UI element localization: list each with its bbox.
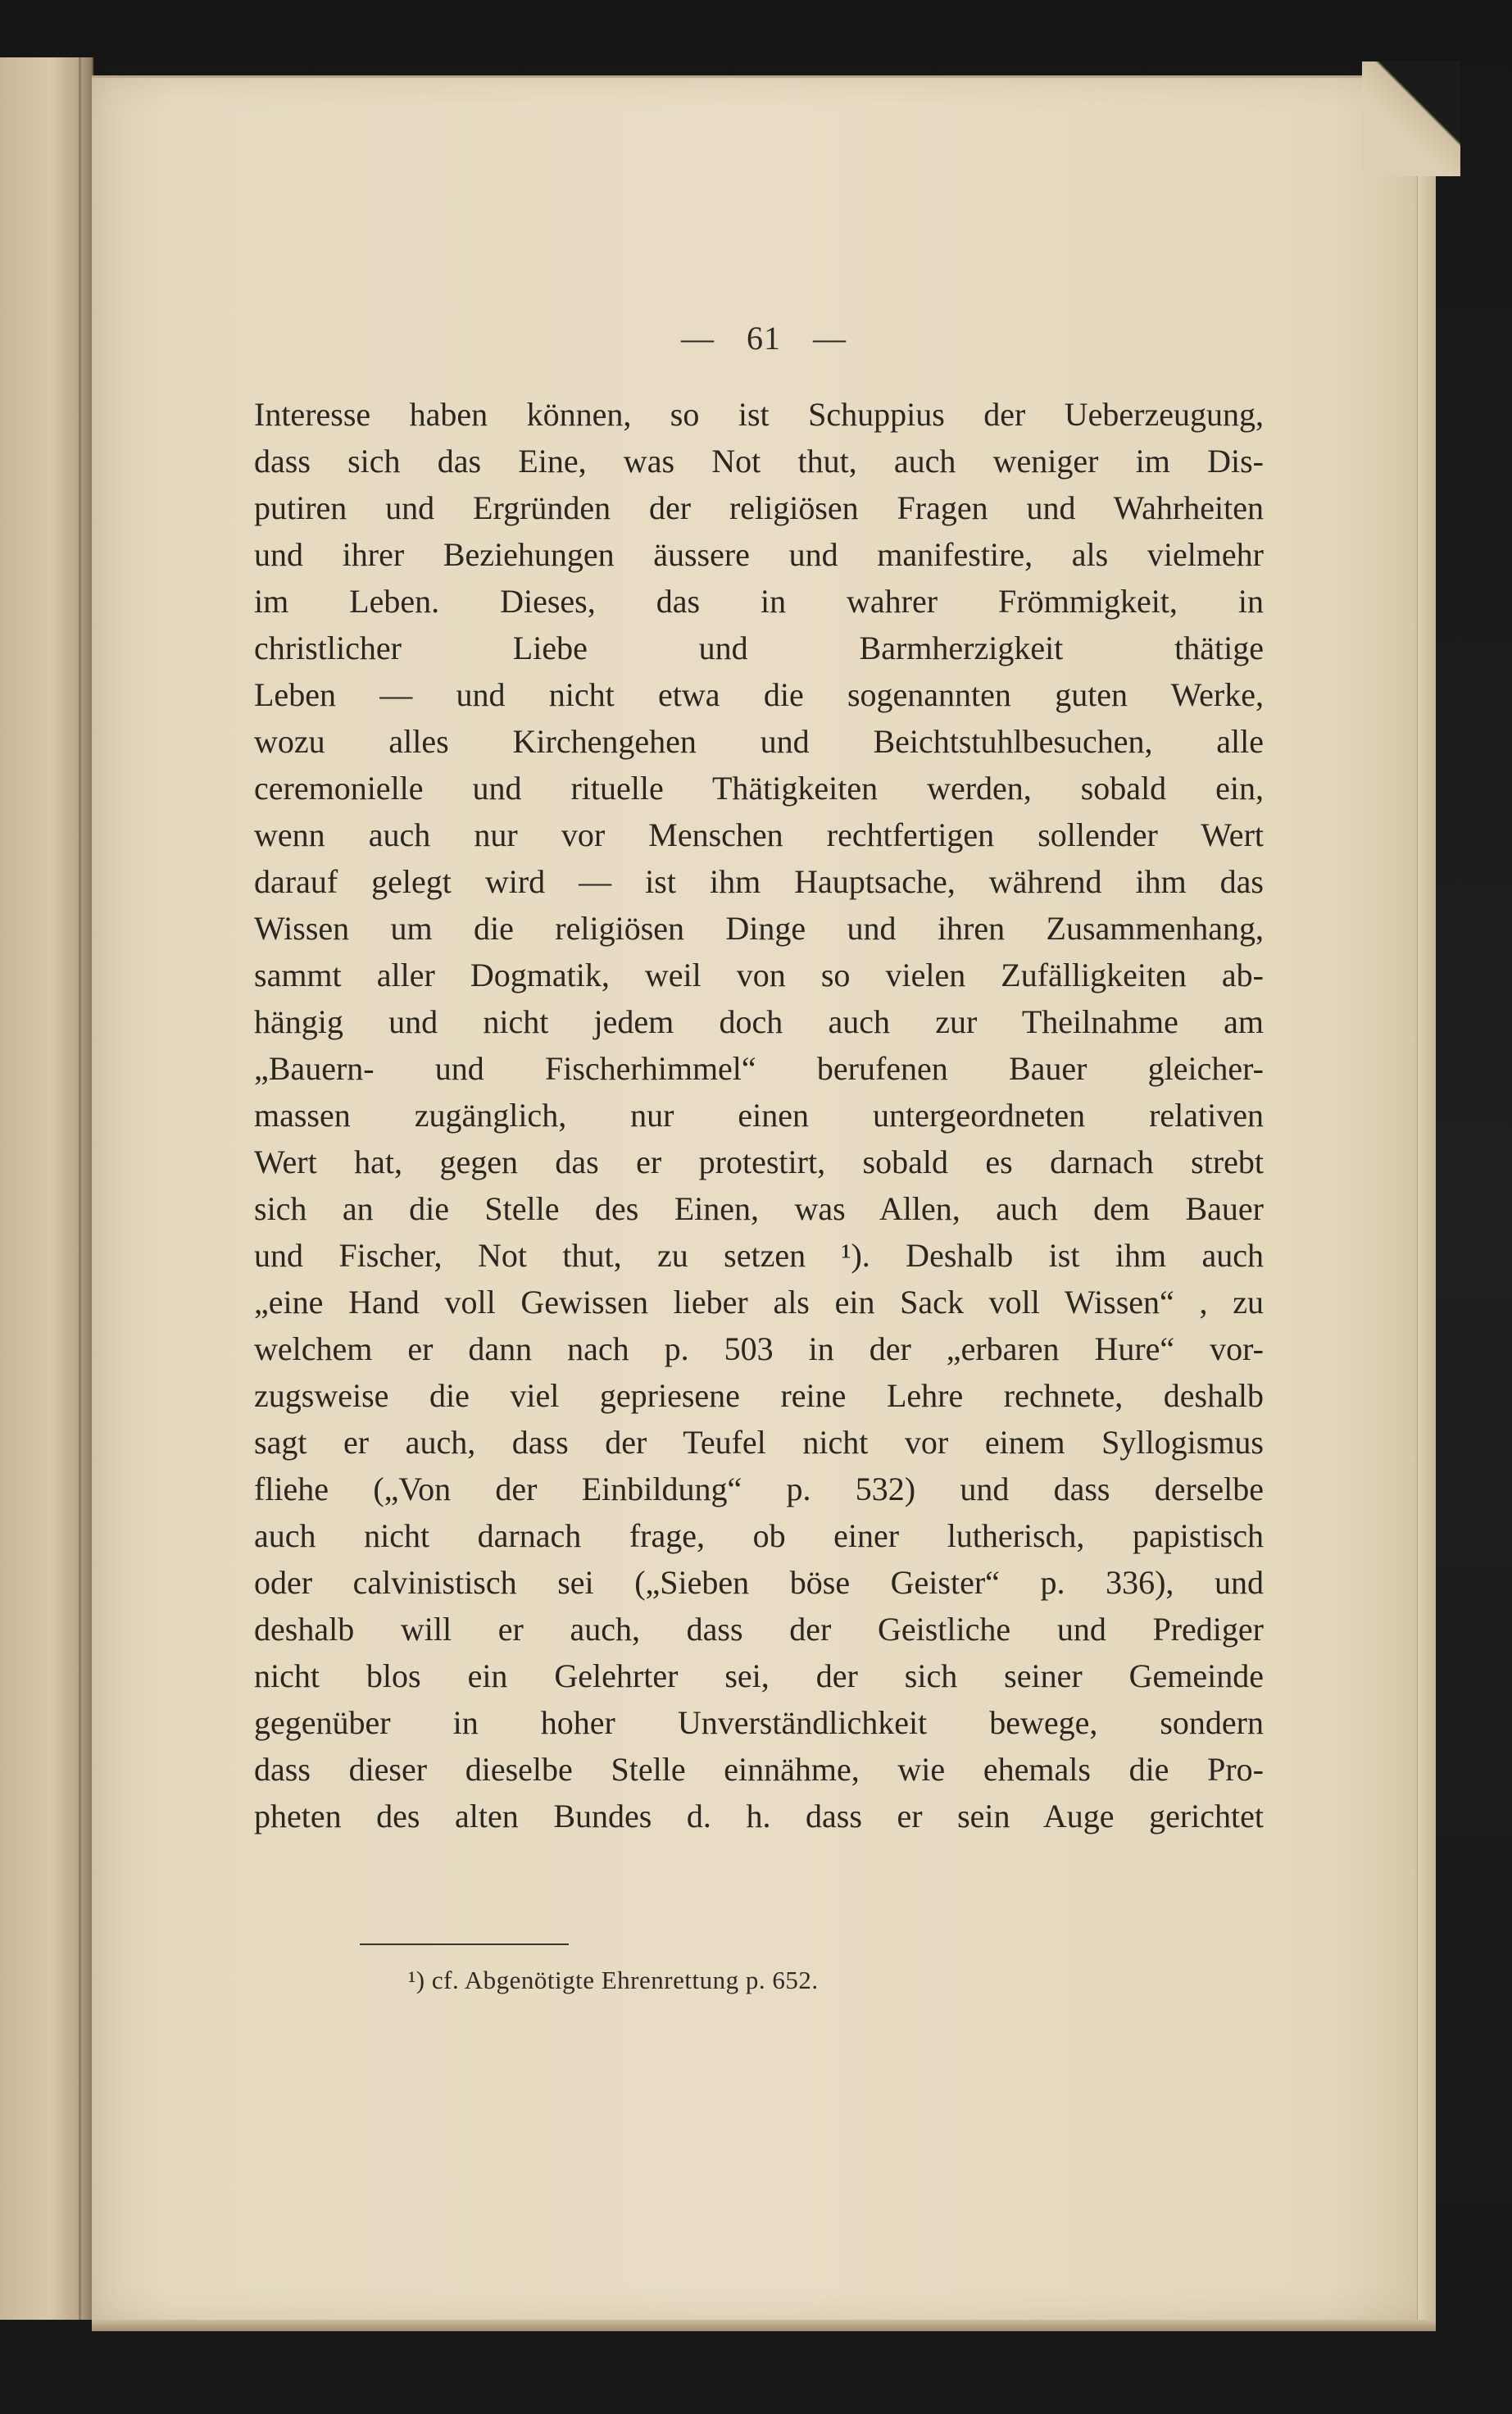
page-number-dash-right: — bbox=[813, 320, 847, 357]
text-line: nicht blos ein Gelehrter sei, der sich seiner Gemeinde bbox=[254, 1657, 1264, 1694]
body-text bbox=[254, 391, 1264, 1839]
text-line: deshalb will er auch, dass der Geistliche und Prediger bbox=[254, 1611, 1264, 1648]
text-line: sagt er auch, dass der Teufel nicht vor einem Syllogismus bbox=[254, 1424, 1264, 1461]
page-number-header bbox=[92, 319, 1436, 357]
page-number: 61 bbox=[747, 320, 781, 357]
text-line: „eine Hand voll Gewissen lieber als ein Sack voll Wissen“ , zu bbox=[254, 1284, 1264, 1321]
text-line: christlicher Liebe und Barmherzigkeit thätige bbox=[254, 630, 1264, 666]
text-line: dass dieser dieselbe Stelle einnähme, wie ehemals die Pro- bbox=[254, 1751, 1264, 1788]
footnote-marker: ¹) bbox=[408, 1966, 425, 1994]
text-line: Interesse haben können, so ist Schuppius der Ueberzeugung, bbox=[254, 396, 1264, 433]
text-line: fliehe („Von der Einbildung“ p. 532) und dass derselbe bbox=[254, 1471, 1264, 1507]
text-line: und Fischer, Not thut, zu setzen ¹). Deshalb ist ihm auch bbox=[254, 1237, 1264, 1274]
text-line: auch nicht darnach frage, ob einer lutherisch, papistisch bbox=[254, 1517, 1264, 1554]
text-line: hängig und nicht jedem doch auch zur Theilnahme am bbox=[254, 1003, 1264, 1040]
text-line: massen zugänglich, nur einen untergeordneten relativen bbox=[254, 1097, 1264, 1134]
text-line: gegenüber in hoher Unverständlichkeit bewege, sondern bbox=[254, 1704, 1264, 1741]
page-bottom-edge bbox=[92, 2320, 1436, 2331]
footnote bbox=[408, 1966, 819, 1995]
text-line: wozu alles Kirchengehen und Beichtstuhlbesuchen, alle bbox=[254, 723, 1264, 760]
page-right-edge bbox=[1417, 78, 1436, 2320]
text-line: wenn auch nur vor Menschen rechtfertigen sollender Wert bbox=[254, 816, 1264, 853]
page-number-dash-left: — bbox=[681, 320, 715, 357]
text-line: Wissen um die religiösen Dinge und ihren Zusammenhang, bbox=[254, 910, 1264, 947]
footnote-text: cf. Abgenötigte Ehrenrettung p. 652. bbox=[431, 1966, 819, 1994]
text-line: oder calvinistisch sei („Sieben böse Geister“ p. 336), und bbox=[254, 1564, 1264, 1601]
text-line: „Bauern- und Fischerhimmel“ berufenen Bauer gleicher- bbox=[254, 1050, 1264, 1087]
text-line: welchem er dann nach p. 503 in der „erbaren Hure“ vor- bbox=[254, 1330, 1264, 1367]
text-line: darauf gelegt wird — ist ihm Hauptsache, während ihm das bbox=[254, 863, 1264, 900]
text-line: zugsweise die viel gepriesene reine Lehre rechnete, deshalb bbox=[254, 1377, 1264, 1414]
footnote-divider bbox=[360, 1943, 569, 1945]
text-line: sich an die Stelle des Einen, was Allen, auch dem Bauer bbox=[254, 1190, 1264, 1227]
text-line: Leben — und nicht etwa die sogenannten guten Werke, bbox=[254, 676, 1264, 713]
left-page-edge bbox=[0, 57, 93, 2320]
page-corner-fold bbox=[1362, 61, 1460, 176]
text-line: dass sich das Eine, was Not thut, auch weniger im Dis- bbox=[254, 443, 1264, 480]
text-line: und ihrer Beziehungen äussere und manifestire, als vielmehr bbox=[254, 536, 1264, 573]
text-line: putiren und Ergründen der religiösen Fragen und Wahrheiten bbox=[254, 489, 1264, 526]
text-line: ceremonielle und rituelle Thätigkeiten werden, sobald ein, bbox=[254, 770, 1264, 807]
book-page bbox=[92, 75, 1436, 2323]
text-line: Wert hat, gegen das er protestirt, sobald es darnach strebt bbox=[254, 1143, 1264, 1180]
gutter-shadow bbox=[79, 57, 81, 2320]
text-line: pheten des alten Bundes d. h. dass er sein Auge gerichtet bbox=[254, 1798, 1264, 1834]
text-line: sammt aller Dogmatik, weil von so vielen Zufälligkeiten ab- bbox=[254, 957, 1264, 993]
text-line: im Leben. Dieses, das in wahrer Frömmigkeit, in bbox=[254, 583, 1264, 620]
